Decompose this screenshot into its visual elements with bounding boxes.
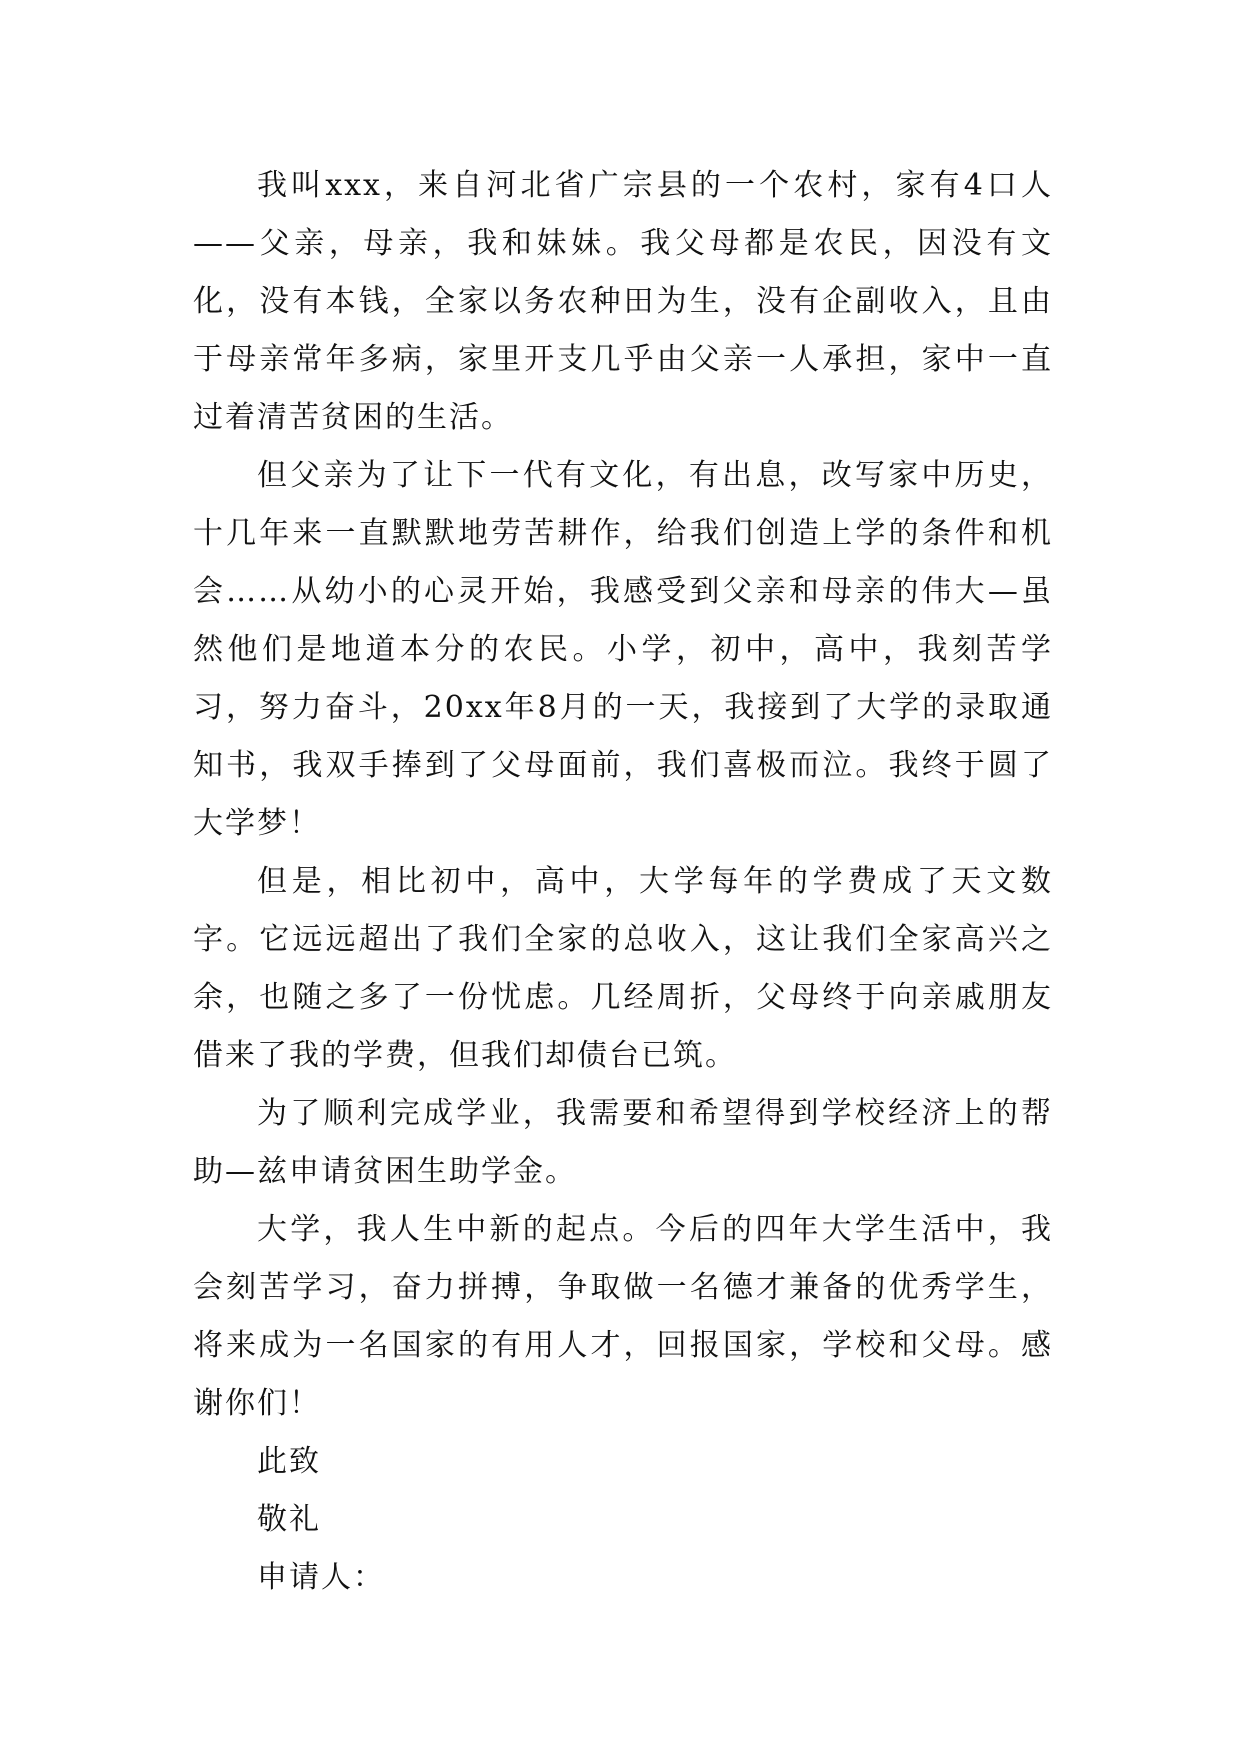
paragraph-future-plan: 大学，我人生中新的起点。今后的四年大学生活中，我会刻苦学习，奋力拼搏，争取做一名德才兼备的优秀学生，将来成为一名国家的有用人才，回报国家，学校和父母。感谢你们！ [193, 1212, 1053, 1421]
signature-line: 申请人： [257, 1560, 385, 1595]
paragraph-father-effort: 但父亲为了让下一代有文化，有出息，改写家中历史，十几年来一直默默地劳苦耕作，给我们创造上学的条件和机会……从幼小的心灵开始，我感受到父亲和母亲的伟大—虽然他们是地道本分的农民。小学，初中，高中，我刻苦学习，努力奋斗，20xx年8月的一天，我接到了大学的录取通知书，我双手捧到了父母面前，我们喜极而泣。我终于圆了大学梦！ [193, 458, 1053, 841]
paragraph-family-background: 我叫xxx，来自河北省广宗县的一个农村，家有4口人——父亲，母亲，我和妹妹。我父母都是农民，因没有文化，没有本钱，全家以务农种田为生，没有企副收入，且由于母亲常年多病，家里开支几乎由父亲一人承担，家中一直过着清苦贫困的生活。 [193, 168, 1053, 435]
closing-salutation: 此致 [257, 1444, 321, 1479]
paragraph-application: 为了顺利完成学业，我需要和希望得到学校经济上的帮助—兹申请贫困生助学金。 [193, 1096, 1053, 1189]
closing-regards: 敬礼 [257, 1502, 321, 1537]
paragraph-tuition-burden: 但是，相比初中，高中，大学每年的学费成了天文数字。它远远超出了我们全家的总收入，这让我们全家高兴之余，也随之多了一份忧虑。几经周折，父母终于向亲戚朋友借来了我的学费，但我们却债台已筑。 [193, 864, 1053, 1073]
letter-body [193, 157, 1053, 1607]
